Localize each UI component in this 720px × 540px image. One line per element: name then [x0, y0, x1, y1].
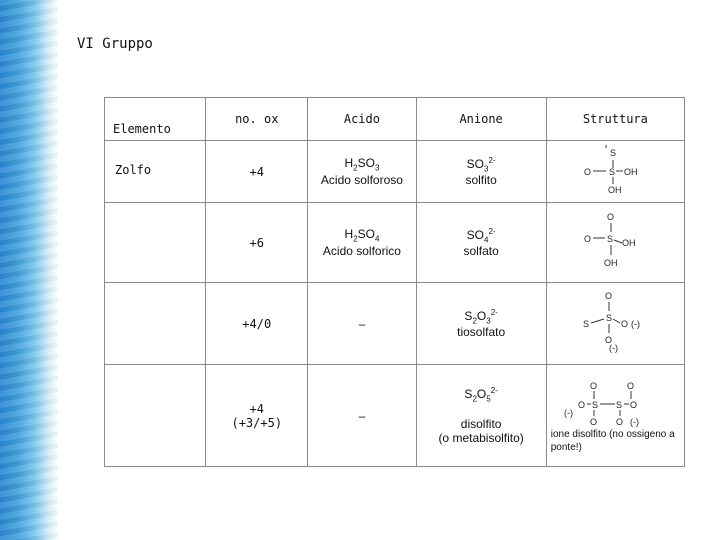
oxidation-cell: [206, 203, 308, 283]
svg-text:(-): (-): [630, 416, 640, 427]
svg-text:O: O: [590, 416, 598, 427]
anion-cell: [416, 365, 546, 467]
structure-cell: [546, 283, 684, 365]
anion-name: solfito: [465, 173, 497, 188]
acid-formula: $H_2SO_3$: [344, 156, 380, 173]
anion-cell: [416, 141, 546, 203]
svg-text:O: O: [605, 335, 613, 345]
svg-text:O: O: [578, 399, 586, 410]
structure-cell: [546, 203, 684, 283]
svg-text:S: S: [592, 399, 599, 410]
svg-text:O: O: [590, 380, 598, 391]
anion-formula: $SO_3^{2-}$: [466, 155, 496, 174]
table-row: [105, 203, 685, 283]
anion-cell: [416, 203, 546, 283]
oxidation-cell: [206, 365, 308, 467]
acid-cell: [308, 365, 416, 467]
oxidation-value: +6: [249, 235, 264, 250]
table-row: [105, 141, 685, 203]
svg-text:S: S: [610, 148, 617, 158]
svg-text:OH: OH: [604, 258, 618, 268]
svg-text:O: O: [627, 380, 635, 391]
header-structure: Struttura: [546, 98, 684, 141]
acid-name: Acido solforoso: [320, 172, 403, 187]
oxidation-value: +4: [249, 401, 264, 416]
header-anion: Anione: [416, 98, 546, 141]
oxidation-value: +4/0: [242, 316, 272, 331]
oxidation-cell: [206, 283, 308, 365]
svg-text:O: O: [584, 234, 592, 244]
table-row: [105, 365, 685, 467]
svg-text:OH: OH: [622, 238, 636, 248]
header-element: Elemento: [105, 98, 206, 141]
element-cell: [105, 141, 206, 203]
element-cell-empty: [105, 203, 206, 283]
svg-text:S: S: [606, 313, 613, 323]
anion-name-alt: (o metabisolfito): [438, 431, 524, 446]
anion-formula: $S_2O_3^{2-}$: [464, 307, 498, 326]
header-oxidation: no. ox: [206, 98, 308, 141]
structure-cell: [546, 365, 684, 467]
svg-text:O: O: [605, 291, 613, 301]
structure-cell: [546, 141, 684, 203]
svg-text:(-): (-): [564, 407, 574, 418]
svg-text:OH: OH: [624, 167, 638, 177]
acid-formula: $H_2SO_4$: [344, 227, 380, 244]
oxidation-value: +4: [249, 164, 264, 179]
svg-text:(-): (-): [631, 319, 641, 329]
anion-name: disolfito: [460, 417, 502, 432]
svg-text:S: S: [609, 167, 616, 177]
acid-formula: –: [358, 408, 366, 423]
svg-text:S: S: [616, 399, 623, 410]
disulfite-structure: [560, 378, 670, 428]
svg-text:(-): (-): [609, 343, 619, 353]
element-cell-empty: [105, 283, 206, 365]
table-header-row: [105, 98, 685, 141]
anion-cell: [416, 283, 546, 365]
svg-text:S: S: [607, 234, 614, 244]
sulfite-structure: [580, 145, 650, 195]
element-name: Zolfo: [115, 163, 152, 177]
header-acid: Acido: [308, 98, 416, 141]
table-row: [105, 283, 685, 365]
page-title: VI Gruppo: [77, 36, 153, 52]
acid-cell: [308, 283, 416, 365]
svg-text:O: O: [621, 319, 629, 329]
acid-cell: [308, 203, 416, 283]
thiosulfate-structure: [577, 289, 653, 355]
structure-caption: ione disolfito (no ossigeno a ponte!): [550, 428, 675, 453]
anion-name: solfato: [463, 244, 499, 259]
acid-name: Acido solforico: [322, 243, 401, 258]
sulfur-oxoacids-table: [104, 97, 685, 467]
svg-text:OH: OH: [608, 185, 622, 195]
acid-cell: [308, 141, 416, 203]
svg-text:O: O: [584, 167, 592, 177]
decorative-sidebar: [0, 0, 58, 540]
acid-formula: –: [358, 316, 366, 331]
sulfate-structure: [580, 208, 650, 274]
svg-text:O: O: [616, 416, 624, 427]
anion-name: tiosolfato: [457, 325, 506, 340]
svg-text:S: S: [583, 319, 590, 329]
element-cell-empty: [105, 365, 206, 467]
oxidation-value-alt: (+3/+5): [231, 415, 283, 430]
svg-text:O: O: [630, 399, 638, 410]
svg-text:O: O: [607, 212, 615, 222]
oxidation-cell: [206, 141, 308, 203]
anion-formula: $SO_4^{2-}$: [466, 226, 496, 245]
anion-formula: $S_2O_5^{2-}$: [464, 385, 498, 404]
